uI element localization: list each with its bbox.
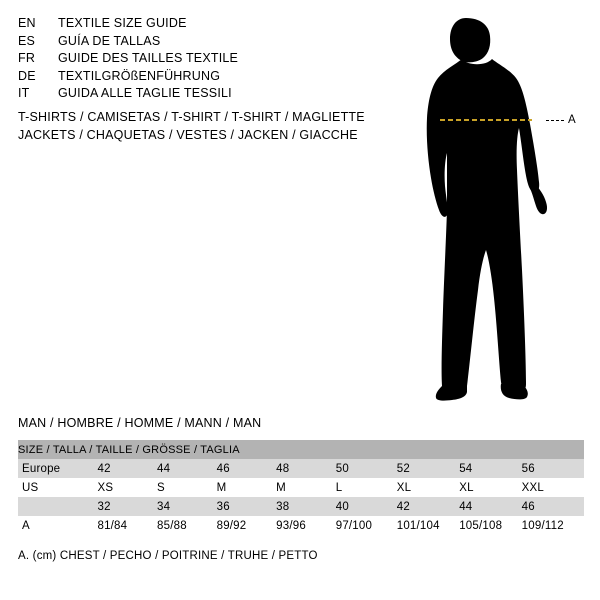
- table-cell: XL: [397, 478, 459, 497]
- footnote: A. (cm) CHEST / PECHO / POITRINE / TRUHE / PETTO: [18, 550, 318, 562]
- row-label: [18, 497, 97, 516]
- table-cell: 109/112: [522, 516, 584, 535]
- table-cell: XXL: [522, 478, 584, 497]
- male-silhouette-figure: [400, 10, 590, 405]
- table-cell: 36: [217, 497, 277, 516]
- category-jackets: JACKETS / CHAQUETAS / VESTES / JACKEN / GIACCHE: [18, 128, 358, 142]
- table-cell: 38: [276, 497, 336, 516]
- table-cell: 44: [459, 497, 521, 516]
- table-cell: XS: [97, 478, 157, 497]
- table-cell: 34: [157, 497, 217, 516]
- table-row: [18, 497, 584, 516]
- table-row: [18, 516, 584, 535]
- table-header-label: SIZE / TALLA / TAILLE / GRÖSSE / TAGLIA: [18, 440, 584, 459]
- measure-leader-line: [546, 120, 564, 121]
- table-header-row: [18, 440, 584, 459]
- language-row: [18, 16, 358, 34]
- size-table: [18, 440, 584, 535]
- table-row: [18, 478, 584, 497]
- table-cell: 48: [276, 459, 336, 478]
- table-cell: M: [276, 478, 336, 497]
- language-row: [18, 34, 358, 52]
- language-row: [18, 69, 358, 87]
- table-title: MAN / HOMBRE / HOMME / MANN / MAN: [18, 416, 262, 430]
- table-cell: 97/100: [336, 516, 397, 535]
- table-cell: M: [217, 478, 277, 497]
- language-row: [18, 86, 358, 104]
- table-cell: 54: [459, 459, 521, 478]
- table-cell: 81/84: [97, 516, 157, 535]
- table-cell: 105/108: [459, 516, 521, 535]
- table-cell: 93/96: [276, 516, 336, 535]
- row-label: A: [18, 516, 97, 535]
- category-tshirts: T-SHIRTS / CAMISETAS / T-SHIRT / T-SHIRT / MAGLIETTE: [18, 110, 365, 124]
- table-cell: L: [336, 478, 397, 497]
- table-cell: 44: [157, 459, 217, 478]
- table-cell: 50: [336, 459, 397, 478]
- table-cell: 101/104: [397, 516, 459, 535]
- table-cell: XL: [459, 478, 521, 497]
- table-cell: 52: [397, 459, 459, 478]
- language-code: DE: [18, 68, 36, 83]
- category-list: [18, 110, 418, 146]
- table-cell: 40: [336, 497, 397, 516]
- language-list: [18, 16, 358, 104]
- language-code: FR: [18, 51, 36, 65]
- language-text: TEXTILE SIZE GUIDE: [58, 16, 187, 30]
- row-label: US: [18, 478, 97, 497]
- measure-label-a: A: [568, 114, 576, 126]
- language-text: GUÍA DE TALLAS: [58, 33, 161, 48]
- table-cell: S: [157, 478, 217, 497]
- language-row: [18, 51, 358, 69]
- table-cell: 89/92: [217, 516, 277, 535]
- silhouette-icon: [400, 10, 590, 405]
- table-cell: 46: [522, 497, 584, 516]
- language-code: EN: [18, 16, 36, 30]
- table-cell: 32: [97, 497, 157, 516]
- table-row: [18, 459, 584, 478]
- table-cell: 42: [97, 459, 157, 478]
- table-cell: 42: [397, 497, 459, 516]
- language-text: GUIDA ALLE TAGLIE TESSILI: [58, 86, 232, 100]
- language-code: IT: [18, 86, 30, 100]
- table-cell: 56: [522, 459, 584, 478]
- language-text: TEXTILGRÖßENFÜHRUNG: [58, 68, 221, 83]
- table-cell: 46: [217, 459, 277, 478]
- language-text: GUIDE DES TAILLES TEXTILE: [58, 51, 239, 65]
- row-label: Europe: [18, 459, 97, 478]
- table-cell: 85/88: [157, 516, 217, 535]
- language-code: ES: [18, 33, 36, 48]
